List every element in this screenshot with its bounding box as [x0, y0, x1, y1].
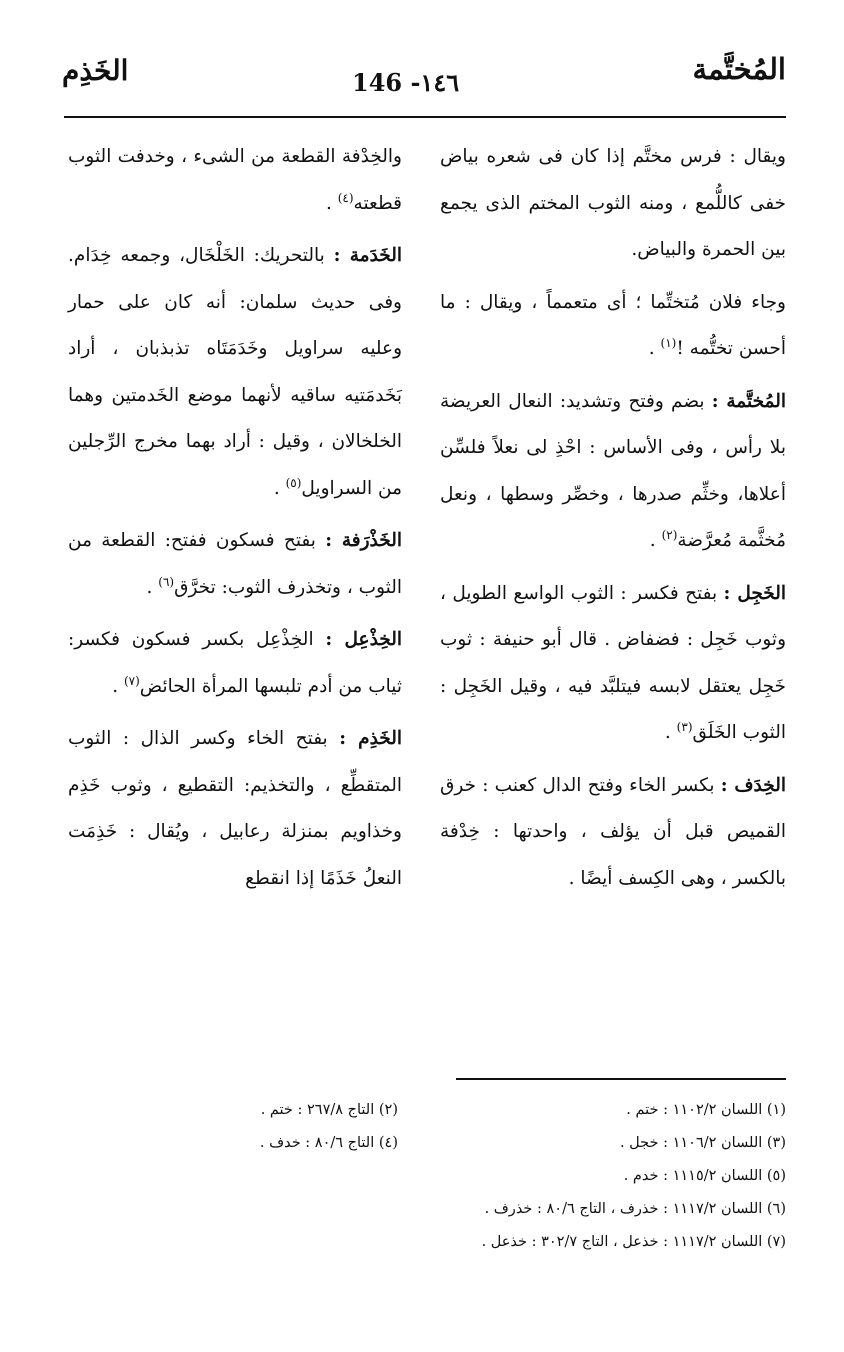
entry-text: بفتح فكسر : الثوب الواسع الطويل ، وثوب خَجِل : فضفاض . قال أبو حنيفة : ثوب خَجِل يعتقل لابسه فيتلبَّد فيه ، وقيل الخَجِل : الثوب الخَلَق [440, 582, 786, 743]
dictionary-entry [68, 617, 402, 710]
running-head-left: الخَذِم [62, 54, 129, 87]
entry-text: والخِدْفة القطعة من الشىء ، وخدفت الثوب قطعته [68, 146, 402, 214]
entry-end: . [325, 192, 338, 214]
entry-end: . [146, 576, 159, 598]
footnote-marker: (١) [660, 335, 677, 350]
dictionary-entry [68, 134, 402, 227]
footnote-marker: (٢) [661, 527, 678, 542]
dictionary-entry [440, 280, 786, 373]
left-column [68, 134, 402, 908]
dictionary-entry [440, 134, 786, 274]
footnote-marker: (٤) [337, 190, 354, 205]
entry-headword: الخَدَمة : [333, 245, 402, 266]
right-column [440, 134, 786, 908]
footnote-rule [456, 1078, 786, 1080]
page-header [62, 52, 786, 102]
footnote: (٦) اللسان ١١١٧/٢ : خذرف ، التاج ٨٠/٦ : خذرف . [484, 1201, 786, 1217]
footnote-marker: (٧) [123, 673, 140, 688]
dictionary-entry [440, 379, 786, 565]
dictionary-entry [68, 233, 402, 512]
dictionary-entry [440, 571, 786, 757]
dictionary-entry [440, 763, 786, 903]
entry-text: بالتحريك: الخَلْخَال، وجمعه خِدَام. وفى حديث سلمان: أنه كان على حمار وعليه سراويل وخَدَمَتَاه تذبذبان ، أراد بَخَدمَتيه ساقيه لأنهما موضع الخَدمتين وهما الخلخالان ، وقيل : أراد بهما مخرج الرِّجلين من السراويل [68, 245, 402, 499]
entry-headword: الخِدَف : [720, 774, 786, 796]
entry-text: وجاء فلان مُتختِّما ؛ أى متعمماً ، ويقال : ما أحسن تختُّمه ! [440, 291, 786, 359]
entry-text: ويقال : فرس مختَّم إذا كان فى شعره بياض خفى كاللُّمع ، ومنه الثوب المختم الذى يجمع بين الحمرة والبياض. [440, 146, 786, 260]
entry-end: . [664, 722, 677, 743]
footnote: (٧) اللسان ١١١٧/٢ : خذعل ، التاج ٣٠٢/٧ : خذعل . [481, 1234, 786, 1250]
footnotes-right [336, 1094, 786, 1259]
entry-end: . [649, 530, 662, 551]
entry-headword: الخِذْعِل : [325, 629, 402, 650]
entry-text: بفتح الخاء وكسر الذال : الثوب المتقطِّع ، والتخذيم: التقطيع ، وثوب خَذِم وخذاويم بمنزلة رعابيل ، ويُقال : خَذِمَت النعلُ خَذَمًا إذا انقطع [68, 728, 402, 889]
entry-text: الخِذْعِل بكسر فسكون فكسر: ثياب من أدم تلبسها المرأة الحائض [68, 629, 402, 697]
footnote-marker: (٥) [285, 475, 302, 490]
running-head-right: المُختَّمة [692, 52, 786, 86]
entry-end: . [273, 477, 286, 499]
entry-end: . [648, 338, 661, 359]
entry-headword: الخَجِل : [723, 582, 786, 604]
entry-end: . [112, 675, 124, 697]
footnote: (١) اللسان ١١٠٢/٢ : ختم . [626, 1102, 786, 1118]
footnote: (٥) اللسان ١١١٥/٢ : خدم . [623, 1168, 786, 1184]
dictionary-entry [68, 716, 402, 902]
entry-text: بضم وفتح وتشديد: النعال العريضة بلا رأس ، وفى الأساس : احْذِ لى نعلاً فلسِّن أعلاها، وخثِّم صدرها ، وخصِّر وسطها ، ونعل مُخثَّمة مُعرَّضة [440, 390, 786, 551]
footnote-marker: (٦) [158, 574, 175, 589]
footnote: (٤) التاج ٨٠/٦ : خدف . [259, 1135, 398, 1151]
footnote: (٢) التاج ٢٦٧/٨ : ختم . [260, 1102, 398, 1118]
entry-headword: المُختَّمة : [711, 390, 786, 412]
page-number: 146 -١٤٦ [352, 68, 460, 97]
entry-headword: الخَذْرَفة : [325, 530, 402, 551]
entry-text: بفتح فسكون ففتح: القطعة من الثوب ، وتخذرف الثوب: تخرَّق [68, 530, 402, 598]
footnote-marker: (٣) [676, 719, 693, 734]
footnote: (٣) اللسان ١١٠٦/٢ : خجل . [619, 1135, 786, 1151]
header-rule [64, 116, 786, 118]
entry-headword: الخَذِم : [339, 728, 402, 749]
dictionary-entry [68, 518, 402, 611]
entry-text: بكسر الخاء وفتح الدال كعنب : خرق القميص قبل أن يؤلف ، واحدتها : خِدْفة بالكسر ، وهى الكِسف أيضًا . [440, 774, 786, 889]
footnotes-left [58, 1094, 398, 1160]
